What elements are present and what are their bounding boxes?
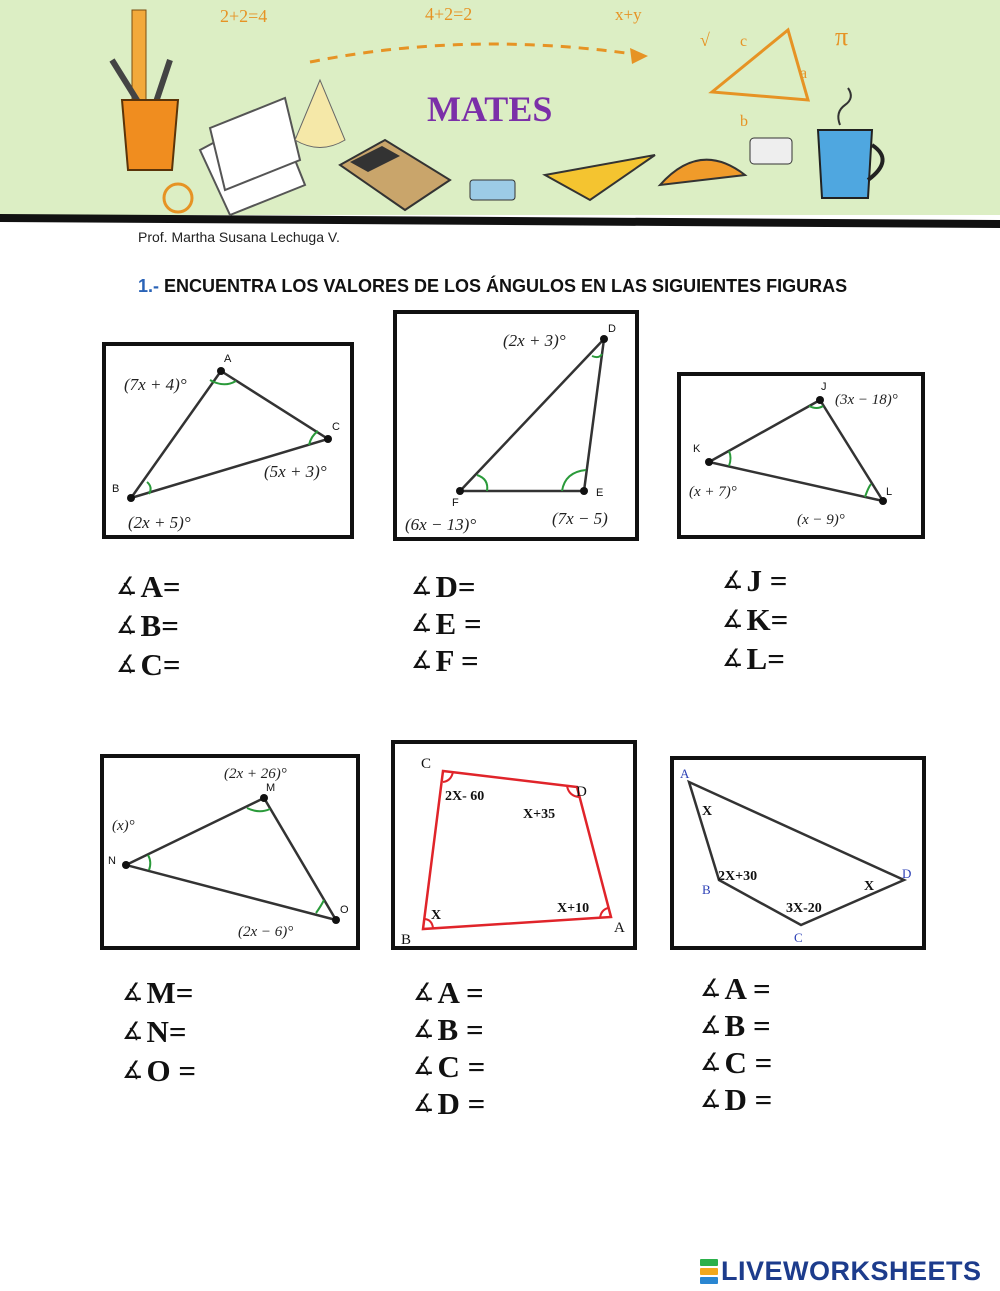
- answer-label: B =: [724, 1008, 771, 1043]
- answers-triangle-mno: [122, 973, 196, 1090]
- answer-label: D =: [437, 1086, 486, 1121]
- banner-doodle: b: [740, 113, 748, 130]
- answer-label: M=: [146, 975, 194, 1010]
- banner-doodle: 4+2=2: [425, 4, 473, 24]
- mark-bar: [700, 1259, 718, 1266]
- angle-symbol: ∡: [116, 611, 138, 639]
- vertex-label: L: [886, 486, 893, 498]
- answer-label: A =: [724, 971, 771, 1006]
- answer-label: J =: [746, 563, 788, 598]
- angle-symbol: ∡: [722, 644, 744, 672]
- angle-expression: (2x + 5)°: [128, 513, 191, 532]
- angle-expression: (6x − 13)°: [405, 515, 477, 534]
- angle-expression: (3x − 18)°: [835, 392, 898, 408]
- banner-doodle: 2+2=4: [220, 6, 268, 26]
- answers-quadrilateral-red: [413, 974, 485, 1122]
- angle-expression: (5x + 3)°: [264, 462, 327, 481]
- vertex-label: K: [693, 443, 701, 455]
- answers-triangle-jkl: [722, 561, 788, 678]
- vertex-label: A: [614, 920, 625, 936]
- banner-doodle: c: [740, 33, 748, 50]
- answer-label: A=: [140, 569, 181, 604]
- angle-symbol: ∡: [411, 646, 433, 674]
- vertex-label: C: [794, 930, 803, 945]
- instruction-text: ENCUENTRA LOS VALORES DE LOS ÁNGULOS EN LAS SIGUIENTES FIGURAS: [164, 276, 848, 296]
- vertex-label: O: [340, 904, 349, 916]
- angle-symbol: ∡: [116, 650, 138, 678]
- angle-expression: (x + 7)°: [689, 484, 737, 500]
- angle-symbol: ∡: [413, 1089, 435, 1117]
- vertex-label: D: [576, 784, 587, 800]
- vertex-label: D: [902, 866, 912, 881]
- angle-expression: (7x + 4)°: [124, 375, 187, 394]
- banner-doodle: π: [835, 22, 849, 51]
- angle-symbol: ∡: [700, 1011, 722, 1039]
- answer-label: K=: [746, 602, 789, 637]
- brand-text: LIVEWORKSHEETS: [721, 1256, 982, 1286]
- angle-expression: X+10: [557, 901, 590, 916]
- vertex-label: D: [608, 323, 616, 335]
- answer-label: D =: [724, 1082, 773, 1117]
- vertex-label: J: [821, 381, 827, 393]
- angle-expression: 2X+30: [718, 869, 758, 884]
- angle-symbol: ∡: [116, 572, 138, 600]
- answer-label: O =: [146, 1053, 197, 1088]
- answer-label: F =: [435, 643, 479, 678]
- angle-expression: X: [702, 804, 713, 819]
- angle-symbol: ∡: [122, 978, 144, 1006]
- angle-symbol: ∡: [411, 572, 433, 600]
- author-name: Prof. Martha Susana Lechuga V.: [138, 229, 340, 245]
- figure-triangle-def: [393, 310, 639, 541]
- angle-symbol: ∡: [700, 974, 722, 1002]
- angle-symbol: ∡: [700, 1048, 722, 1076]
- answer-label: C=: [140, 647, 181, 682]
- angle-symbol: ∡: [700, 1085, 722, 1113]
- vertex-label: F: [452, 497, 459, 509]
- angle-symbol: ∡: [413, 1015, 435, 1043]
- angle-symbol: ∡: [413, 1052, 435, 1080]
- banner-title: MATES: [427, 89, 553, 129]
- angle-symbol: ∡: [722, 605, 744, 633]
- banner-doodle: a: [800, 65, 808, 82]
- angle-expression: (2x − 6)°: [238, 924, 294, 940]
- answer-label: A =: [437, 975, 484, 1010]
- answer-label: C =: [437, 1049, 486, 1084]
- angle-expression: 2X- 60: [445, 789, 485, 804]
- vertex-label: C: [332, 421, 340, 433]
- vertex-label: B: [112, 483, 120, 495]
- angle-expression: X: [431, 908, 442, 923]
- banner-illustration: [0, 0, 1000, 228]
- angle-symbol: ∡: [122, 1017, 144, 1045]
- vertex-label: M: [266, 782, 276, 794]
- angle-expression: (2x + 3)°: [503, 331, 566, 350]
- vertex-label: E: [596, 487, 604, 499]
- answer-label: B=: [140, 608, 179, 643]
- answer-label: D=: [435, 569, 476, 604]
- answers-triangle-def: [411, 568, 482, 679]
- angle-expression: (x − 9)°: [797, 512, 845, 528]
- instruction: [138, 276, 847, 297]
- instruction-number: 1.-: [138, 276, 160, 296]
- angle-expression: X+35: [523, 807, 556, 822]
- angle-expression: (7x − 5): [552, 509, 608, 528]
- angle-symbol: ∡: [411, 609, 433, 637]
- figure-quadrilateral-blue: [670, 756, 926, 950]
- answer-label: C =: [724, 1045, 773, 1080]
- figure-triangle-mno: [100, 754, 360, 950]
- liveworksheets-logo[interactable]: [700, 1256, 982, 1287]
- header-banner: [0, 0, 1000, 228]
- angle-expression: (2x + 26)°: [224, 766, 287, 782]
- answer-label: N=: [146, 1014, 187, 1049]
- sharpener-icon: [750, 138, 792, 164]
- liveworksheets-mark-icon: [700, 1259, 718, 1284]
- angle-symbol: ∡: [413, 978, 435, 1006]
- figure-triangle-jkl: [677, 372, 925, 539]
- vertex-label: A: [680, 766, 690, 781]
- angle-expression: 3X-20: [786, 901, 822, 916]
- answers-triangle-abc: [116, 567, 181, 684]
- answers-quadrilateral-blue: [700, 970, 772, 1118]
- figure-quadrilateral-red: [391, 740, 637, 950]
- vertex-label: A: [224, 353, 232, 365]
- angle-expression: X: [864, 879, 875, 894]
- vertex-label: C: [421, 756, 432, 772]
- answer-label: L=: [746, 641, 785, 676]
- banner-doodle: √: [700, 30, 710, 50]
- mark-bar: [700, 1277, 718, 1284]
- vertex-label: B: [401, 932, 412, 948]
- angle-expression: (x)°: [112, 818, 135, 834]
- angle-symbol: ∡: [722, 566, 744, 594]
- answer-label: E =: [435, 606, 482, 641]
- mark-bar: [700, 1268, 718, 1275]
- vertex-label: N: [108, 855, 116, 867]
- angle-symbol: ∡: [122, 1056, 144, 1084]
- vertex-label: B: [702, 882, 711, 897]
- banner-doodle: x+y: [615, 5, 642, 24]
- figure-triangle-abc: [102, 342, 354, 539]
- answer-label: B =: [437, 1012, 484, 1047]
- eraser-icon: [470, 180, 515, 200]
